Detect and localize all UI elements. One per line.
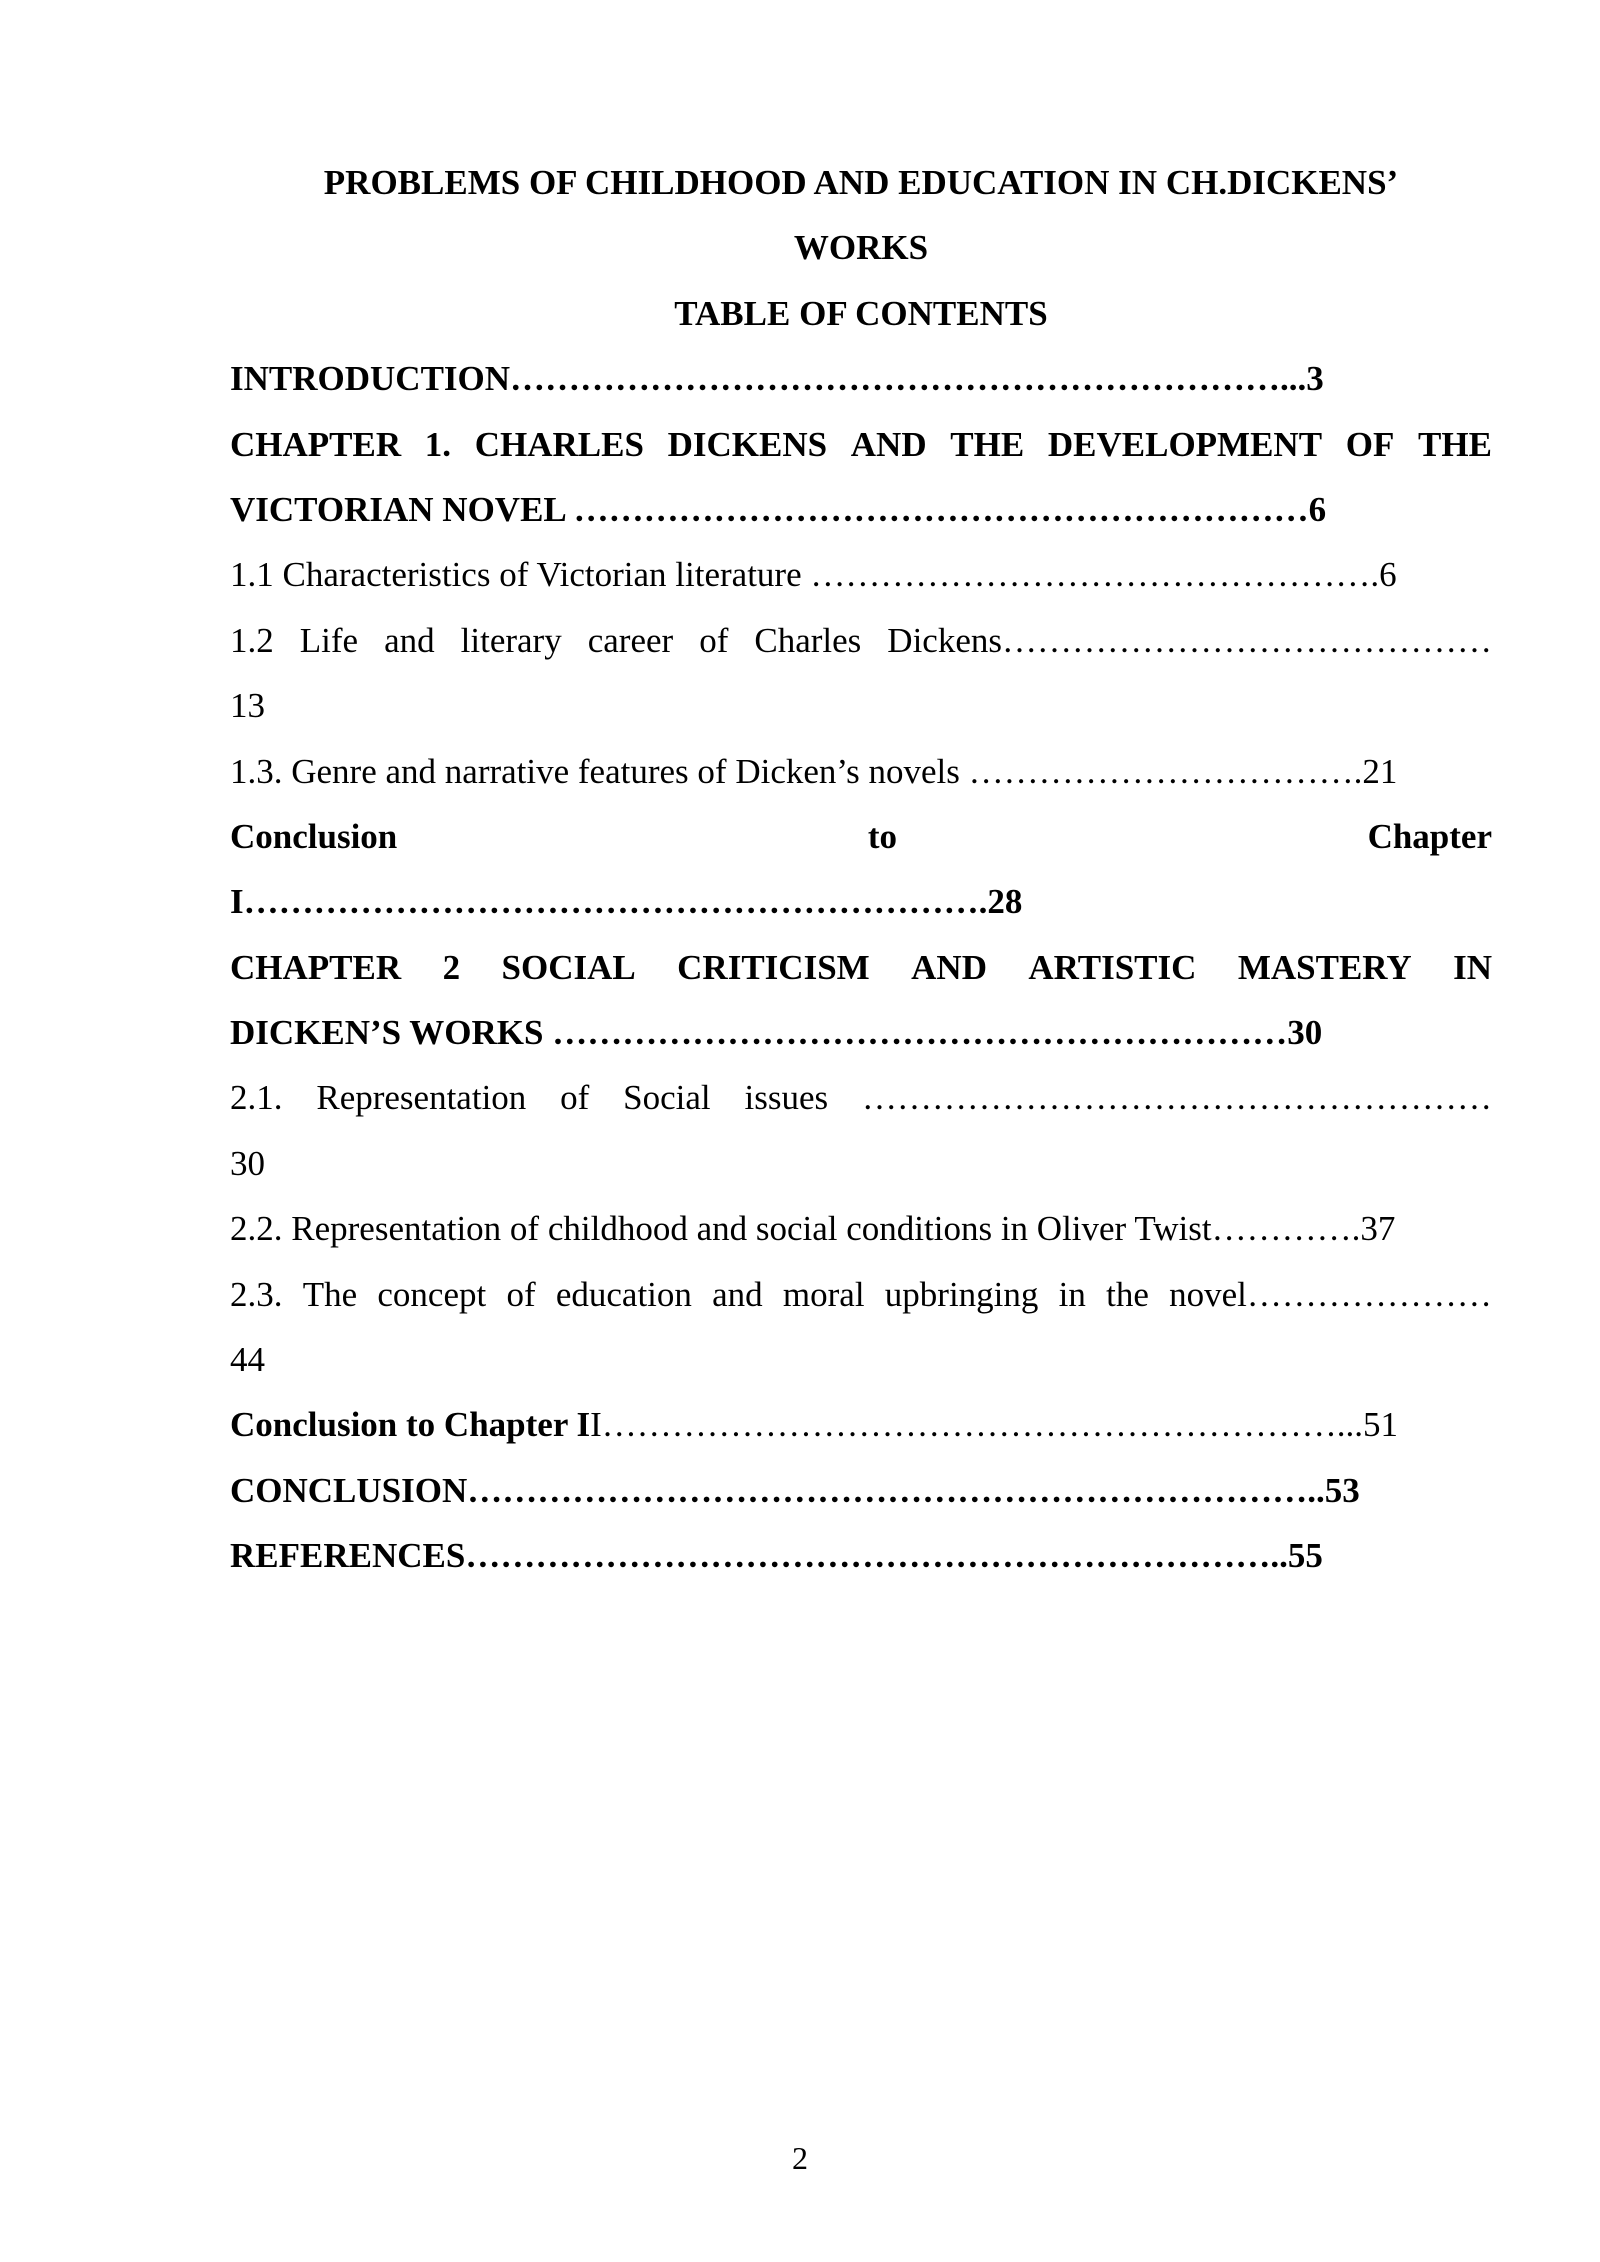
toc-word: MASTERY xyxy=(1237,947,1412,987)
toc-word: Life xyxy=(299,620,359,660)
toc-word: concept xyxy=(377,1274,487,1314)
toc-word: to xyxy=(867,816,897,856)
toc-entry-section-2-1 xyxy=(230,1065,1492,1130)
toc-word: novel………………… xyxy=(1169,1274,1492,1314)
toc-word: CHAPTER xyxy=(230,947,402,987)
toc-word: education xyxy=(555,1274,692,1314)
toc-word: the xyxy=(1106,1274,1149,1314)
toc-heading: TABLE OF CONTENTS xyxy=(674,293,1048,333)
toc-word: CHAPTER xyxy=(230,424,402,464)
toc-entry-conclusion-chapter-2-label: Conclusion to Chapter I xyxy=(230,1405,591,1445)
toc-word: Dickens…………………………………… xyxy=(887,620,1492,660)
toc-entry-section-2-3 xyxy=(230,1262,1492,1327)
toc-word: of xyxy=(699,620,729,660)
toc-entry-conclusion-chapter-1-continued: I……………………………………………………….28 xyxy=(230,882,1023,922)
toc-entry-conclusion: CONCLUSION………………………………………………………………..53 xyxy=(230,1470,1360,1510)
document-title-line-2: WORKS xyxy=(793,228,929,268)
toc-word: 2.3. xyxy=(230,1274,283,1314)
page-number: 2 xyxy=(792,2140,808,2176)
toc-word: Representation xyxy=(316,1078,527,1118)
toc-word: and xyxy=(712,1274,763,1314)
toc-entry-chapter-1 xyxy=(230,412,1492,477)
toc-entry-conclusion-chapter-1 xyxy=(230,804,1492,869)
toc-word: The xyxy=(302,1274,358,1314)
toc-word: THE xyxy=(950,424,1025,464)
toc-entry-introduction: INTRODUCTION…………………………………………………………...3 xyxy=(230,359,1324,399)
toc-word: AND xyxy=(911,947,987,987)
toc-entry-section-1-2-page: 13 xyxy=(230,686,265,726)
toc-entry-section-1-1: 1.1 Characteristics of Victorian literature ………………………………………….6 xyxy=(230,555,1397,595)
toc-word: Chapter xyxy=(1367,816,1492,856)
toc-word: THE xyxy=(1418,424,1492,464)
toc-word: CRITICISM xyxy=(677,947,870,987)
toc-word: ARTISTIC xyxy=(1028,947,1197,987)
toc-word: and xyxy=(384,620,435,660)
document-title-line-1: PROBLEMS OF CHILDHOOD AND EDUCATION IN CH.DICKENS’ xyxy=(323,163,1399,202)
toc-entry-section-2-3-page: 44 xyxy=(230,1340,265,1380)
toc-word: DEVELOPMENT xyxy=(1047,424,1323,464)
toc-word: issues xyxy=(744,1078,829,1118)
toc-word: Charles xyxy=(754,620,862,660)
toc-word: Conclusion xyxy=(230,816,398,856)
toc-entry-conclusion-chapter-2-leader: I………………………………………………………...51 xyxy=(590,1405,1399,1445)
toc-word: 1. xyxy=(424,424,452,464)
toc-word: 1.2 xyxy=(230,620,274,660)
toc-word: DICKENS xyxy=(667,424,828,464)
toc-word: career xyxy=(587,620,674,660)
toc-entry-chapter-2-continued: DICKEN’S WORKS ………………………………………………………30 xyxy=(230,1013,1323,1053)
toc-word: CHARLES xyxy=(474,424,644,464)
page-content xyxy=(230,150,1492,1589)
toc-word: literary xyxy=(460,620,562,660)
toc-word: OF xyxy=(1345,424,1395,464)
toc-word: of xyxy=(506,1274,536,1314)
toc-entry-section-1-3: 1.3. Genre and narrative features of Dicken’s novels …………………………….21 xyxy=(230,751,1398,791)
toc-word: moral xyxy=(782,1274,865,1314)
toc-entry-chapter-1-continued: VICTORIAN NOVEL ………………………………………………………6 xyxy=(230,489,1327,529)
toc-word: ……………………………………………… xyxy=(862,1078,1492,1118)
toc-entry-section-2-1-page: 30 xyxy=(230,1143,265,1183)
toc-word: 2 xyxy=(442,947,461,987)
toc-word: SOCIAL xyxy=(501,947,636,987)
toc-word: in xyxy=(1058,1274,1086,1314)
toc-entry-conclusion-chapter-2 xyxy=(230,1392,1492,1457)
toc-entry-references: REFERENCES……………………………………………………………..55 xyxy=(230,1536,1323,1576)
toc-word: upbringing xyxy=(884,1274,1039,1314)
toc-word: AND xyxy=(850,424,927,464)
toc-word: of xyxy=(560,1078,590,1118)
toc-word: Social xyxy=(623,1078,711,1118)
toc-entry-chapter-2 xyxy=(230,935,1492,1000)
toc-entry-section-1-2 xyxy=(230,608,1492,673)
toc-word: 2.1. xyxy=(230,1078,283,1118)
toc-entry-section-2-2: 2.2. Representation of childhood and social conditions in Oliver Twist………….37 xyxy=(230,1209,1396,1249)
toc-word: IN xyxy=(1453,947,1492,987)
